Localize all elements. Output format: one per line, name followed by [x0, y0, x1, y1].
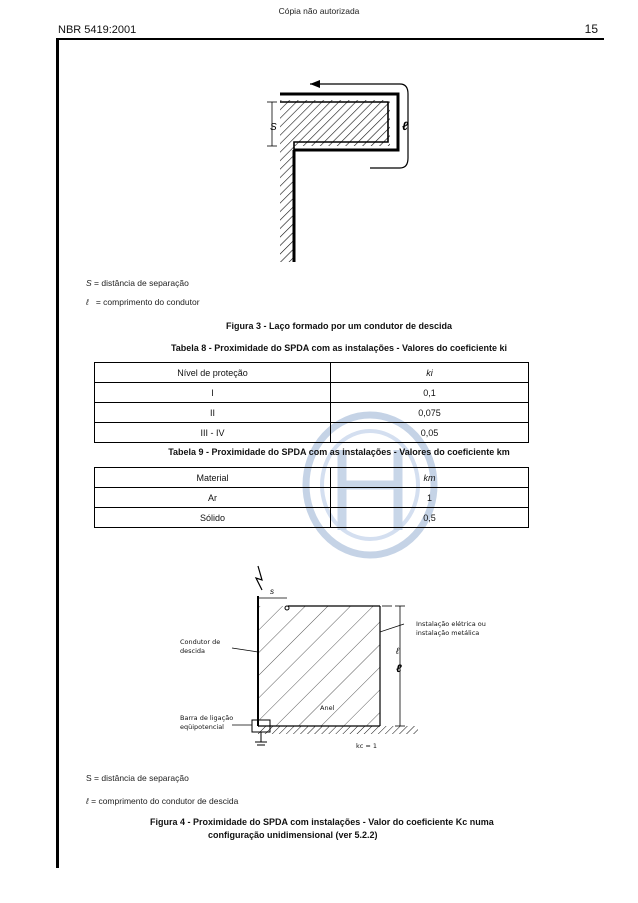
table-row [95, 488, 529, 508]
table-cell: 0,05 [331, 423, 529, 443]
table-cell: 0,075 [331, 403, 529, 423]
table-cell: 1 [331, 488, 529, 508]
figure4-caption-line1: Figura 4 - Proximidade do SPDA com instalações - Valor do coeficiente Kc numa [150, 817, 494, 827]
table-header-row [95, 468, 529, 488]
figure3-s-label: S [270, 122, 277, 133]
figure4-instalacao-label-2: instalação metálica [416, 629, 480, 637]
copy-notice: Cópia não autorizada [278, 6, 360, 16]
table-header-cell: km [331, 468, 529, 488]
figure4-diagram [170, 560, 520, 770]
table-cell: III - IV [95, 423, 331, 443]
figure3-diagram [250, 80, 420, 270]
figure4-instalacao-label-1: Instalação elétrica ou [416, 620, 486, 628]
table-row [95, 403, 529, 423]
table-cell: 0,1 [331, 383, 529, 403]
figure4-l1-label: ℓ [396, 646, 399, 656]
table9 [94, 467, 529, 528]
table-cell: II [95, 403, 331, 423]
table-cell: Ar [95, 488, 331, 508]
table-row [95, 383, 529, 403]
figure3-legend-s: S = distância de separação [86, 278, 189, 288]
table8-caption: Tabela 8 - Proximidade do SPDA com as instalações - Valores do coeficiente ki [170, 343, 508, 353]
figure3-l-label: ℓ [402, 119, 409, 133]
table-header-cell: Nível de proteção [95, 363, 331, 383]
figure4-barra-label-2: eqüipotencial [180, 723, 224, 731]
table-header-cell: ki [331, 363, 529, 383]
page-number: 15 [584, 22, 598, 36]
header-rule [56, 38, 604, 40]
table-row [95, 423, 529, 443]
left-margin-bar [56, 38, 59, 868]
figure4-kc-label: kc = 1 [356, 742, 378, 750]
document-id: NBR 5419:2001 [58, 24, 137, 36]
table9-caption: Tabela 9 - Proximidade do SPDA com as instalações - Valores do coeficiente km [168, 447, 510, 457]
figure4-caption-line2: configuração unidimensional (ver 5.2.2) [208, 830, 378, 840]
figure4-barra-label-1: Barra de ligação [180, 714, 234, 722]
figure4-anel-label: Anel [320, 704, 335, 712]
table-cell: Sólido [95, 508, 331, 528]
table8 [94, 362, 529, 443]
table-row [95, 508, 529, 528]
table-header-row [95, 363, 529, 383]
figure4-condutor-label-1: Condutor de [180, 638, 221, 646]
figure4-legend-l: ℓ = comprimento do condutor de descida [86, 796, 239, 806]
table-header-cell: Material [95, 468, 331, 488]
table-cell: 0,5 [331, 508, 529, 528]
figure4-legend-s: S = distância de separação [86, 773, 189, 783]
figure4-l2-label: ℓ [396, 663, 402, 675]
figure3-caption: Figura 3 - Laço formado por um condutor de descida [225, 321, 453, 331]
figure3-legend-l: ℓ = comprimento do condutor [86, 297, 200, 307]
figure4-condutor-label-2: descida [180, 647, 206, 655]
figure4-s-label: s [270, 587, 274, 596]
table-cell: I [95, 383, 331, 403]
